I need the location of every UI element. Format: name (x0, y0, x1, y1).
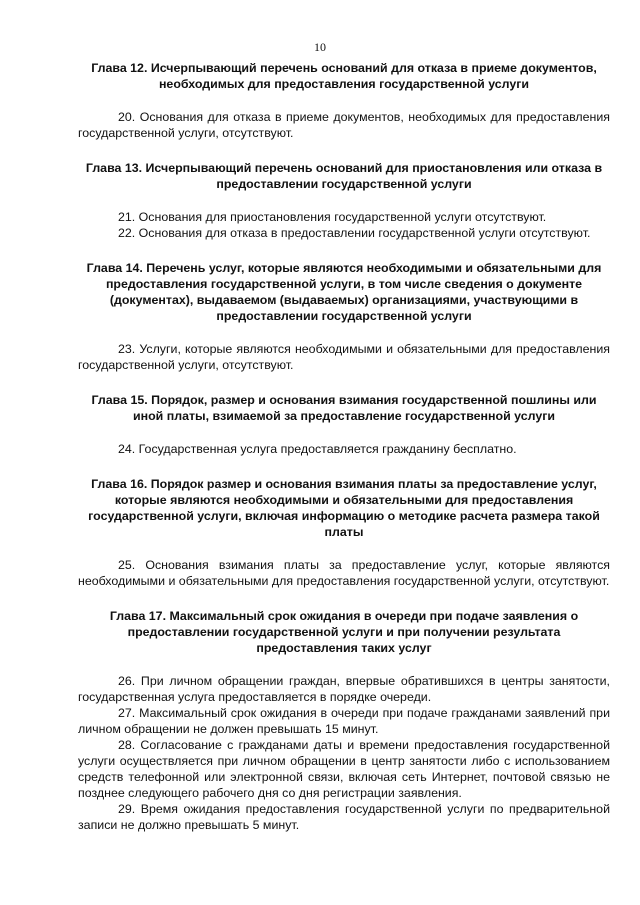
paragraph: 28. Согласование с гражданами даты и времени предоставления государственной услуги осуществляется при личном обращении в центр занятости либо с использованием средств телефонной или электронной связи, включая сеть Интернет, почтовой связью не позднее следующего рабочего дня со дня регистрации заявления. (78, 738, 610, 800)
chapter-17 (78, 608, 610, 833)
paragraph: 27. Максимальный срок ожидания в очереди при подаче гражданами заявлений при личном обращении не должен превышать 15 минут. (78, 706, 610, 736)
chapter-heading: Глава 17. Максимальный срок ожидания в очереди при подаче заявления о предоставлении государственной услуги и при получении результата предоставления таких услуг (109, 609, 579, 655)
page-number: 10 (314, 40, 326, 54)
chapter-15 (78, 392, 610, 457)
chapter-16 (78, 476, 610, 589)
chapter-heading: Глава 14. Перечень услуг, которые являются необходимыми и обязательными для предоставления государственной услуги, в том числе сведения о документе (документах), выдаваемом (выдаваемых) организациями, участвующими в предоставлении государственной услуги (86, 261, 602, 323)
chapter-14 (78, 260, 610, 373)
chapter-heading: Глава 12. Исчерпывающий перечень оснований для отказа в приеме документов, необходимых для предоставления государственной услуги (91, 61, 597, 91)
page-content (78, 60, 610, 852)
chapter-12 (78, 60, 610, 141)
paragraph: 21. Основания для приостановления государственной услуги отсутствуют. (118, 210, 547, 224)
paragraph: 25. Основания взимания платы за предоставление услуг, которые являются необходимыми и обязательными для предоставления государственной услуги, отсутствуют. (78, 558, 610, 588)
paragraph: 24. Государственная услуга предоставляется гражданину бесплатно. (118, 442, 517, 456)
paragraph: 22. Основания для отказа в предоставлении государственной услуги отсутствуют. (118, 226, 591, 240)
chapter-heading: Глава 15. Порядок, размер и основания взимания государственной пошлины или иной платы, взимаемой за предоставление государственной услуги (91, 393, 597, 423)
chapter-heading: Глава 16. Порядок размер и основания взимания платы за предоставление услуг, которые являются необходимыми и обязательными для предоставления государственной услуги, включая информацию о методике расчета размера такой платы (88, 477, 600, 539)
paragraph: 20. Основания для отказа в приеме документов, необходимых для предоставления государственной услуги, отсутствуют. (78, 110, 610, 140)
paragraph: 26. При личном обращении граждан, впервые обратившихся в центры занятости, государственная услуга предоставляется в порядке очереди. (78, 674, 610, 704)
paragraph: 23. Услуги, которые являются необходимыми и обязательными для предоставления государственной услуги, отсутствуют. (78, 342, 610, 372)
paragraph: 29. Время ожидания предоставления государственной услуги по предварительной записи не должно превышать 5 минут. (78, 802, 610, 832)
chapter-13 (78, 160, 610, 241)
chapter-heading: Глава 13. Исчерпывающий перечень оснований для приостановления или отказа в предоставлении государственной услуги (85, 161, 603, 191)
